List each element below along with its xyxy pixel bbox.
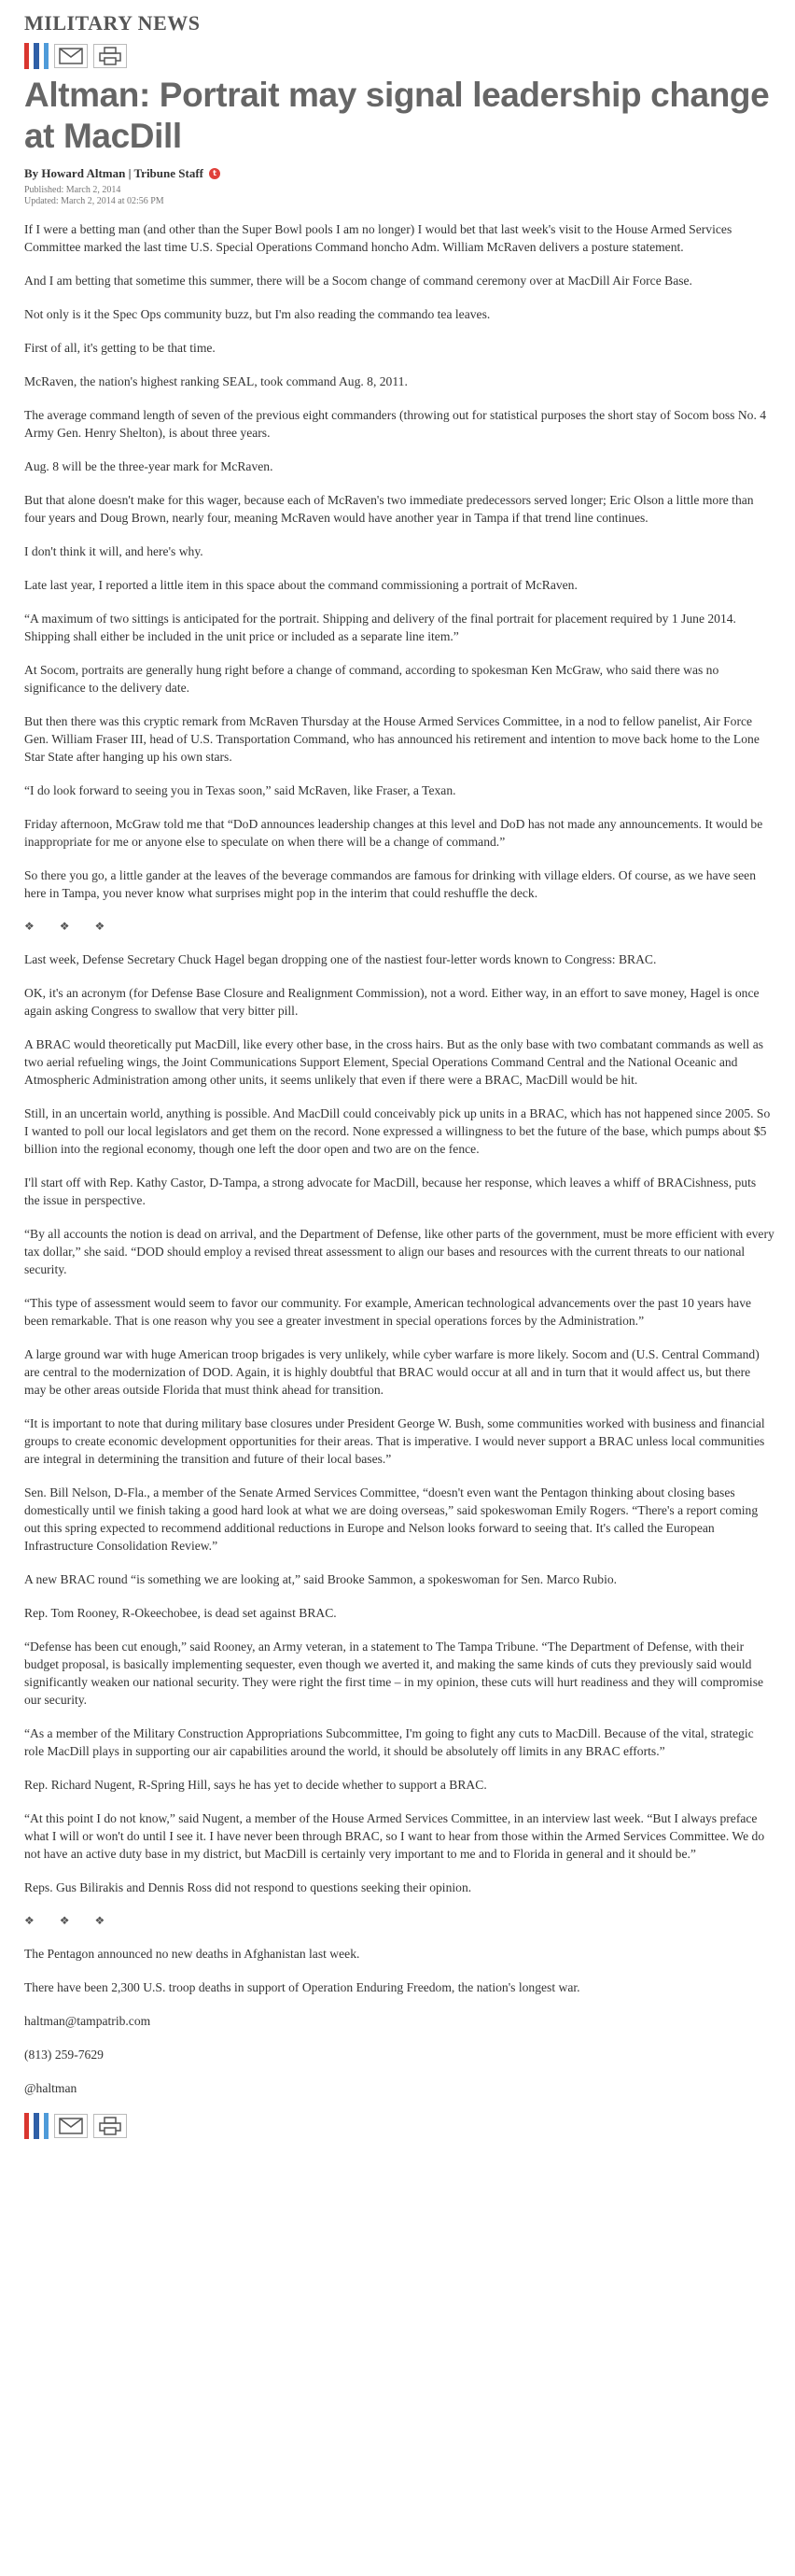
article-paragraph: I'll start off with Rep. Kathy Castor, D-Tampa, a strong advocate for MacDill, because her response, which leaves a whiff of BRACishness, puts the issue in perspective. — [24, 1175, 757, 1207]
twitter-icon[interactable]: t — [209, 168, 220, 179]
article-paragraph: If I were a betting man (and other than the Super Bowl pools I am no longer) I would bet that last week's visit to the House Armed Services Committee marked the last time U.S. Special Operations Command honcho Adm. William McRaven delivers a posture statement. — [24, 222, 732, 254]
published-date: Published: March 2, 2014 — [24, 185, 121, 195]
article-paragraph: A large ground war with huge American troop brigades is very unlikely, while cyber warfare is more likely. Socom and (U.S. Central Command) are central to the modernization of DOD. Again, it is highly doubtful that BRAC would occur at all and in turn that it would affect us, but there may be other areas outside Florida that must think ahead for transition. — [24, 1347, 760, 1397]
print-button[interactable] — [93, 44, 127, 68]
section-divider: ❖ ❖ ❖ — [24, 1914, 117, 1927]
article-paragraph: Last week, Defense Secretary Chuck Hagel began dropping one of the nastiest four-letter words known to Congress: BRAC. — [24, 952, 657, 966]
article-paragraph: Still, in an uncertain world, anything is possible. And MacDill could conceivably pick up units in a BRAC, which has not happened since 2005. So I wanted to poll our local legislators and get them on the record. None expressed a willingness to bet the future of the base, which pumps about $5 billion into the regional economy, though one left the door open and two are on the fence. — [24, 1106, 771, 1156]
article-paragraph: “It is important to note that during military base closures under President George W. Bush, some communities worked with business and financial groups to create economic development opportunities for their areas. That is imperative. I would never support a BRAC unless local communities are integral in determining the transition and future of their local bases.” — [24, 1416, 765, 1466]
article-paragraph: Late last year, I reported a little item in this space about the command commissioning a portrait of McRaven. — [24, 578, 578, 592]
byline-text: By Howard Altman | Tribune Staff — [24, 166, 203, 180]
article-paragraph: But then there was this cryptic remark from McRaven Thursday at the House Armed Services Committee, in a nod to fellow panelist, Air Force Gen. William Fraser III, head of U.S. Transportation Command, who has announced his retirement and intention to move back home to the Lone Star State after hanging up his own stars. — [24, 714, 760, 764]
article-paragraph: A BRAC would theoretically put MacDill, like every other base, in the cross hairs. But as the only base with two combatant commands as well as two aerial refueling wings, the Joint Communications Support Element, Special Operations Command Central and the National Oceanic and Atmospheric Administration among other units, it seems unlikely that even if there were a BRAC, MacDill would be hit. — [24, 1037, 764, 1087]
section-divider: ❖ ❖ ❖ — [24, 920, 117, 933]
article-paragraph: “I do look forward to seeing you in Texas soon,” said McRaven, like Fraser, a Texan. — [24, 783, 456, 797]
article-paragraph: I don't think it will, and here's why. — [24, 544, 203, 558]
article-paragraph: Rep. Richard Nugent, R-Spring Hill, says he has yet to decide whether to support a BRAC. — [24, 1778, 487, 1792]
printer-icon — [98, 47, 122, 65]
share-stack-icon[interactable] — [24, 43, 49, 69]
article-paragraph: The Pentagon announced no new deaths in Afghanistan last week. — [24, 1947, 360, 1961]
article-paragraph: @haltman — [24, 2081, 77, 2095]
article-section-1 — [24, 220, 774, 902]
article-paragraph: And I am betting that sometime this summer, there will be a Socom change of command ceremony over at MacDill Air Force Base. — [24, 274, 692, 288]
article-paragraph: McRaven, the nation's highest ranking SEAL, took command Aug. 8, 2011. — [24, 374, 408, 388]
printer-icon — [98, 2117, 122, 2135]
article-paragraph: “As a member of the Military Construction Appropriations Subcommittee, I'm going to fight any cuts to MacDill. Because of the vital, strategic role MacDill plays in supporting our air capabilities around the world, it should be absolutely off limits in any BRAC efforts.” — [24, 1726, 754, 1758]
updated-date: Updated: March 2, 2014 at 02:56 PM — [24, 196, 164, 206]
article-paragraph: Not only is it the Spec Ops community buzz, but I'm also reading the commando tea leaves. — [24, 307, 491, 321]
article-paragraph: Sen. Bill Nelson, D-Fla., a member of the Senate Armed Services Committee, “doesn't even want the Pentagon thinking about closing bases domestically until we finish taking a good hard look at what we are doing overseas,” said spokeswoman Emily Rogers. “There's a report coming out this spring expected to recommend additional reductions in Europe and Nelson looks forward to seeing that. It's called the European Infrastructure Consolidation Review.” — [24, 1485, 759, 1553]
article-paragraph: “At this point I do not know,” said Nugent, a member of the House Armed Services Committee, in an interview last week. “But I always preface what I will or won't do until I see it. I have never been through BRAC, so I want to hear from those within the Armed Services Committee. We do not have an active duty base in my district, but MacDill is certainly very important to me and to Florida in general and it should be.” — [24, 1811, 765, 1861]
article-paragraph: “By all accounts the notion is dead on arrival, and the Department of Defense, like other parts of the government, must be more efficient with every tax dollar,” she said. “DOD should employ a revised threat assessment to align our bases and resources with the current threats to our national security. — [24, 1227, 774, 1276]
email-button[interactable] — [54, 44, 88, 68]
article-headline: Altman: Portrait may signal leadership change at MacDill — [24, 76, 770, 155]
article-paragraph: “A maximum of two sittings is anticipated for the portrait. Shipping and delivery of the final portrait for placement required by 1 June 2014. Shipping shall either be included in the unit price or included as a separate line item.” — [24, 612, 736, 643]
article-section-2 — [24, 950, 774, 1896]
article-paragraph: But that alone doesn't make for this wager, because each of McRaven's two immediate predecessors served longer; Eric Olson a little more than four years and Doug Brown, nearly four, meaning McRaven would have another year in Tampa if that trend line continues. — [24, 493, 754, 525]
byline — [24, 166, 774, 181]
article-paragraph: OK, it's an acronym (for Defense Base Closure and Realignment Commission), not a word. Either way, in an effort to save money, Hagel is once again asking Congress to swallow that very bitter pill. — [24, 986, 760, 1018]
article-paragraph: At Socom, portraits are generally hung right before a change of command, according to spokesman Ken McGraw, who said there was no significance to the delivery date. — [24, 663, 719, 695]
email-button[interactable] — [54, 2114, 88, 2138]
print-button[interactable] — [93, 2114, 127, 2138]
article-paragraph: Friday afternoon, McGraw told me that “DoD announces leadership changes at this level and DoD has not made any announcements. It would be inappropriate for me or anyone else to speculate on when there will be a change of command.” — [24, 817, 763, 849]
article-paragraph: haltman@tampatrib.com — [24, 2014, 151, 2028]
share-stack-icon[interactable] — [24, 2113, 49, 2139]
article-paragraph: The average command length of seven of the previous eight commanders (throwing out for statistical purposes the short stay of Socom boss No. 4 Army Gen. Henry Shelton), is about three years. — [24, 408, 767, 440]
envelope-icon — [59, 2118, 83, 2134]
share-color-lightblue — [44, 2113, 49, 2139]
article-paragraph: Aug. 8 will be the three-year mark for McRaven. — [24, 459, 273, 473]
article-section-3 — [24, 1945, 774, 2097]
article-paragraph: “This type of assessment would seem to favor our community. For example, American technological advancements over the past 10 years have been remarkable. That is one reason why you see a greater investment in special operations forces by the Administration.” — [24, 1296, 752, 1328]
article-paragraph: So there you go, a little gander at the leaves of the beverage commandos are famous for drinking with village elders. Of course, as we have seen here in Tampa, you never know what surprises might pop in the interim that could reshuffle the deck. — [24, 868, 757, 900]
article-paragraph: A new BRAC round “is something we are looking at,” said Brooke Sammon, a spokeswoman for Sen. Marco Rubio. — [24, 1572, 618, 1586]
article-paragraph: Rep. Tom Rooney, R-Okeechobee, is dead set against BRAC. — [24, 1606, 337, 1620]
article-paragraph: Reps. Gus Bilirakis and Dennis Ross did not respond to questions seeking their opinion. — [24, 1880, 472, 1894]
share-toolbar — [24, 43, 774, 69]
article-body — [24, 220, 774, 2097]
article-paragraph: (813) 259-7629 — [24, 2048, 104, 2062]
share-color-lightblue — [44, 43, 49, 69]
article-paragraph: There have been 2,300 U.S. troop deaths in support of Operation Enduring Freedom, the nation's longest war. — [24, 1980, 580, 1994]
footer-share-toolbar — [24, 2113, 774, 2139]
envelope-icon — [59, 48, 83, 64]
article-paragraph: First of all, it's getting to be that time. — [24, 341, 216, 355]
section-title: MILITARY NEWS — [24, 11, 201, 35]
article-paragraph: “Defense has been cut enough,” said Rooney, an Army veteran, in a statement to The Tampa Tribune. “The Department of Defense, with their budget proposal, is basically implementing sequester, even though we averted it, and making the same kinds of cuts they previously said would significantly weaken our national security. They were right the first time – in my opinion, these cuts will hurt readiness and they will compromise our security. — [24, 1640, 764, 1707]
